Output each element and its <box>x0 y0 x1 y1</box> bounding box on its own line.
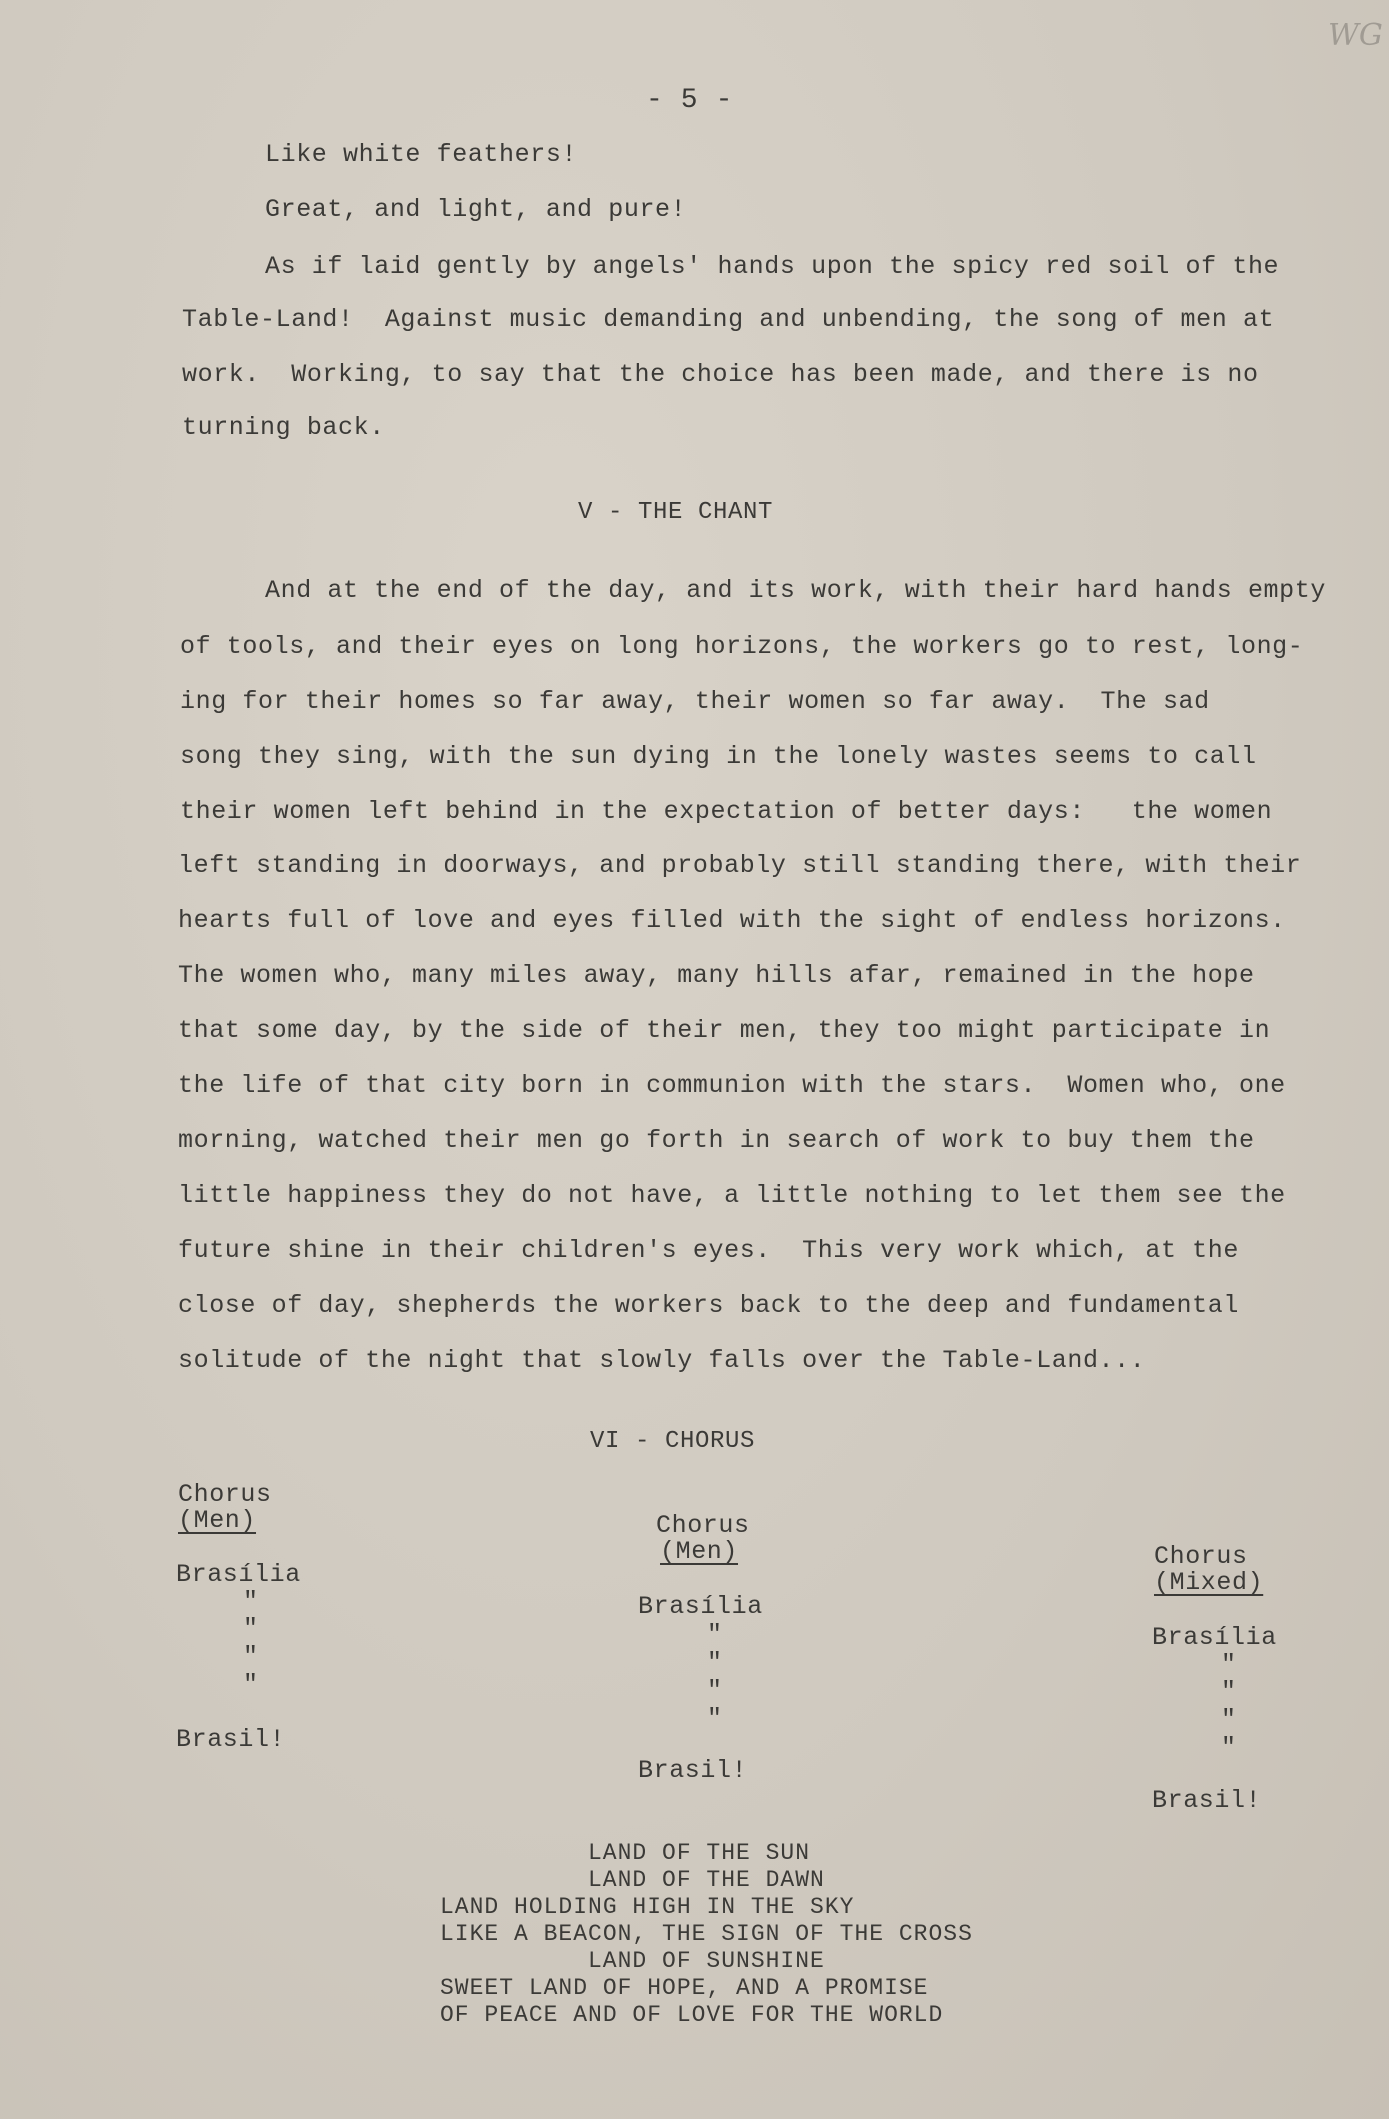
chorus-word: Brasil! <box>638 1756 748 1785</box>
section-heading-chant: V - THE CHANT <box>578 499 774 526</box>
text-line: left standing in doorways, and probably still standing there, with their <box>178 851 1302 880</box>
ditto-mark: " <box>707 1704 723 1733</box>
text-line: the life of that city born in communion with the stars. Women who, one <box>178 1071 1286 1100</box>
ditto-mark: " <box>243 1670 259 1699</box>
text-line: close of day, shepherds the workers back to the deep and fundamental <box>178 1291 1239 1320</box>
ditto-mark: " <box>243 1614 259 1643</box>
text-line: hearts full of love and eyes filled with the sight of endless horizons. <box>178 906 1286 935</box>
ditto-mark: " <box>707 1648 723 1677</box>
text-line: song they sing, with the sun dying in the lonely wastes seems to call <box>180 742 1257 771</box>
lyric-line: SWEET LAND OF HOPE, AND A PROMISE <box>440 1975 929 2001</box>
ditto-mark: " <box>1221 1650 1237 1679</box>
chorus-word: Brasil! <box>176 1725 286 1754</box>
lyric-line: LIKE A BEACON, THE SIGN OF THE CROSS <box>440 1921 973 1947</box>
text-line: future shine in their children's eyes. This very work which, at the <box>178 1236 1239 1265</box>
section-heading-chorus: VI - CHORUS <box>590 1428 756 1455</box>
ditto-mark: " <box>1221 1705 1237 1734</box>
lyric-line: LAND OF THE DAWN <box>588 1867 825 1893</box>
chorus-word: Brasília <box>176 1560 301 1589</box>
text-line: work. Working, to say that the choice has been made, and there is no <box>182 360 1259 389</box>
text-line: And at the end of the day, and its work, with their hard hands empty <box>265 576 1326 605</box>
ditto-mark: " <box>1221 1733 1237 1762</box>
text-line: Like white feathers! <box>265 140 578 169</box>
text-line: their women left behind in the expectation of better days: the women <box>180 797 1273 826</box>
text-line: solitude of the night that slowly falls over the Table-Land... <box>178 1346 1146 1375</box>
lyric-line: LAND HOLDING HIGH IN THE SKY <box>440 1894 855 1920</box>
text-line: morning, watched their men go forth in search of work to buy them the <box>178 1126 1255 1155</box>
lyric-line: LAND OF THE SUN <box>588 1840 811 1866</box>
text-line: The women who, many miles away, many hills afar, remained in the hope <box>178 961 1255 990</box>
ditto-mark: " <box>707 1620 723 1649</box>
chorus-column-subtitle: (Men) <box>660 1537 739 1566</box>
chorus-column-label: Chorus <box>178 1480 272 1509</box>
text-line: Table-Land! Against music demanding and unbending, the song of men at <box>182 305 1275 334</box>
chorus-column-label: Chorus <box>656 1511 750 1540</box>
text-line: turning back. <box>182 413 385 442</box>
text-line: of tools, and their eyes on long horizons, the workers go to rest, long- <box>180 632 1304 661</box>
page-number: - 5 - <box>646 85 734 116</box>
text-line: As if laid gently by angels' hands upon the spicy red soil of the <box>265 252 1280 281</box>
text-line: ing for their homes so far away, their women so far away. The sad <box>180 687 1210 716</box>
ditto-mark: " <box>243 1642 259 1671</box>
lyric-line: OF PEACE AND OF LOVE FOR THE WORLD <box>440 2002 944 2028</box>
chorus-word: Brasília <box>638 1592 763 1621</box>
chorus-word: Brasília <box>1152 1623 1277 1652</box>
ditto-mark: " <box>707 1676 723 1705</box>
handwritten-initials: WG <box>1328 18 1383 53</box>
text-line: that some day, by the side of their men, they too might participate in <box>178 1016 1271 1045</box>
chorus-column-subtitle: (Mixed) <box>1154 1568 1264 1597</box>
text-line: Great, and light, and pure! <box>265 195 687 224</box>
lyric-line: LAND OF SUNSHINE <box>588 1948 825 1974</box>
ditto-mark: " <box>1221 1677 1237 1706</box>
chorus-column-subtitle: (Men) <box>178 1506 257 1535</box>
chorus-word: Brasil! <box>1152 1786 1262 1815</box>
ditto-mark: " <box>243 1587 259 1616</box>
text-line: little happiness they do not have, a little nothing to let them see the <box>178 1181 1286 1210</box>
chorus-column-label: Chorus <box>1154 1542 1248 1571</box>
